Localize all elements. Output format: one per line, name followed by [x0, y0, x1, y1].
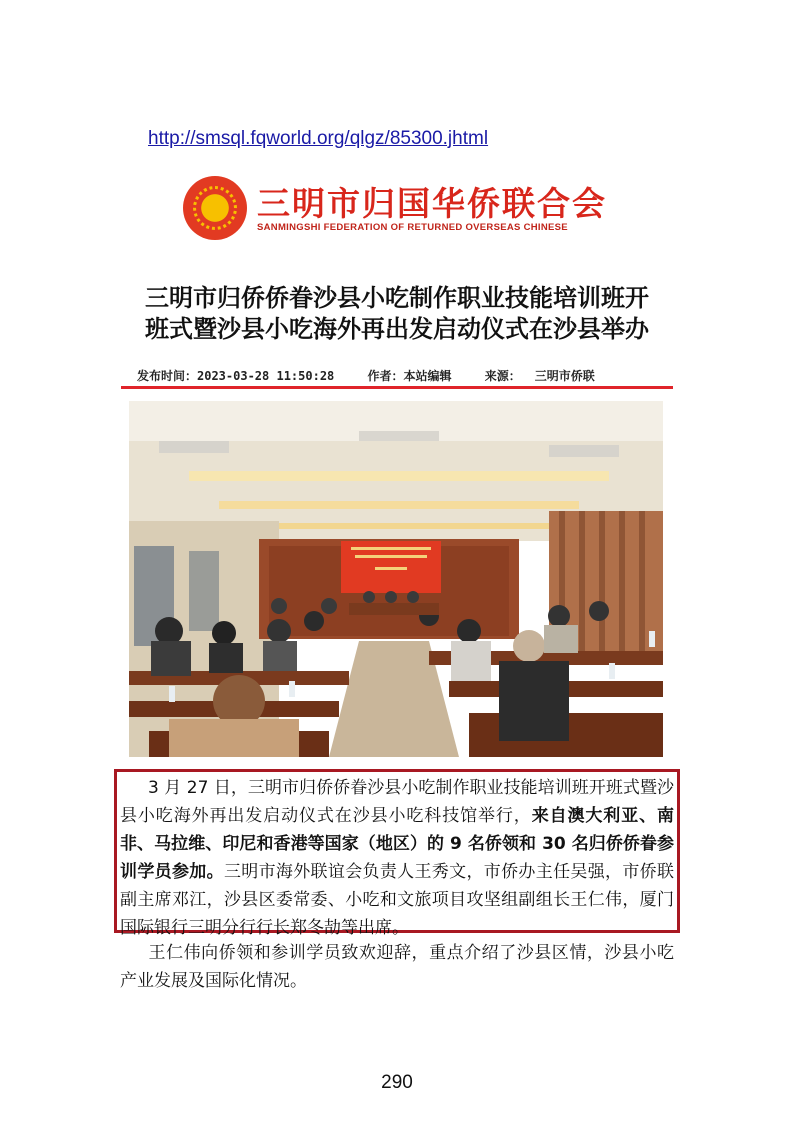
paragraph-1-text-b: 三明市海外联谊会负责人王秀文，市侨办主任吴强，市侨联副主席邓江，沙县区委常委、小吃和文旅项目攻坚组副组长王仁伟，厦门国际银行三明分行行长郑冬劼等出席。: [120, 862, 675, 938]
paragraph-1-bold: 来自澳大利亚、南非、马拉维、印尼和香港等国家（地区）的 9 名侨领和 30 名归侨侨眷参训学员参加。: [120, 806, 675, 882]
page-number: 290: [381, 1072, 413, 1093]
meeting-photo: [129, 401, 663, 757]
org-name-en: SANMINGSHI FEDERATION OF RETURNED OVERSEAS CHINESE: [257, 222, 568, 233]
paragraph-2-text: 王仁伟向侨领和参训学员致欢迎辞，重点介绍了沙县区情，沙县小吃产业发展及国际化情况。: [120, 943, 674, 991]
paragraph-2: [120, 939, 674, 995]
article-title-line-2: 班式暨沙县小吃海外再出发启动仪式在沙县举办: [145, 315, 649, 343]
publish-time: 发布时间：2023-03-28 11:50:28: [137, 369, 335, 383]
article-title-line-1: 三明市归侨侨眷沙县小吃制作职业技能培训班开: [145, 284, 649, 312]
meta-divider: [121, 386, 673, 389]
author: 作者：本站编辑: [367, 369, 452, 383]
source-label: 来源：: [484, 369, 521, 383]
org-banner: [183, 172, 613, 244]
source-value: 三明市侨联: [534, 369, 595, 383]
article-title: [100, 283, 694, 345]
federation-emblem-icon: [183, 176, 247, 240]
org-name-cn: 三明市归国华侨联合会: [257, 184, 607, 223]
source-url-link[interactable]: http://smsql.fqworld.org/qlgz/85300.jhtml: [148, 128, 489, 149]
paragraph-1-text-a: 3 月 27 日，三明市归侨侨眷沙县小吃制作职业技能培训班开班式暨沙县小吃海外再出发启动仪式在沙县小吃科技馆举行，: [120, 778, 674, 826]
article-meta: [137, 367, 621, 384]
paragraph-1: [120, 774, 674, 942]
